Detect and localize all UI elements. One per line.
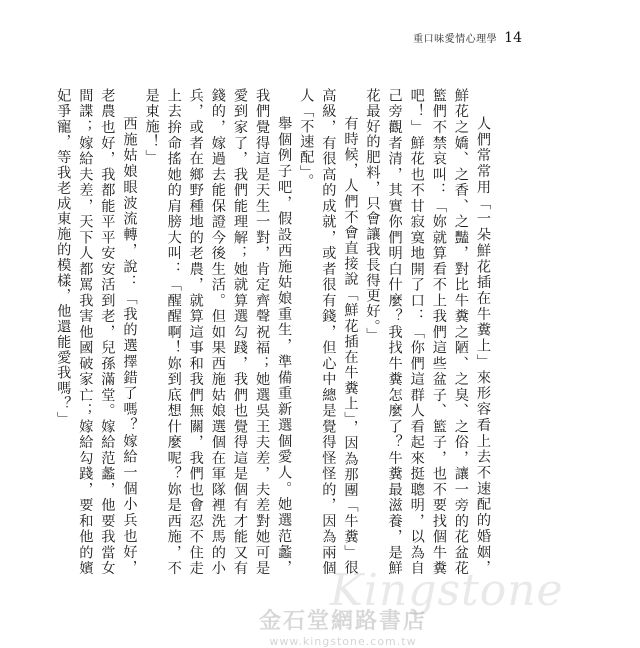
paragraph-1: 人們常常用「一朵鮮花插在牛糞上」來形容看上去不速配的婚姻，鮮花之嬌、之香、之豔，對比牛糞之陋、之臭、之俗，讓一旁的花盆花籃們不禁哀叫：「妳就算看不上我們這些盆子、籃子，也不要找個牛糞吧！」鮮花也不甘寂寞地開了口：「你們這群人看起來挺聰明，以為自己旁觀者清，其實你們明白什麼？我找牛糞怎麼了？牛糞最滋養，是鮮花最好的肥料，只會讓我長得更好。」 <box>364 88 491 576</box>
watermark-url: www.kingstone.com.tw <box>269 635 417 648</box>
page-header <box>413 30 522 46</box>
running-title: 重口味愛情心理學 <box>413 34 498 45</box>
page-number: 14 <box>504 30 522 46</box>
vertical-body-text <box>55 88 494 576</box>
paragraph-4: 西施姑娘眼波流轉，說：「我的選擇錯了嗎？嫁給一個小兵也好，老農也好，我都能平平安安活到老，兒孫滿堂。嫁給范蠡，他要我當女間諜；嫁給夫差，天下人都罵我害他國破家亡；嫁給勾踐，要和他的嬪妃爭寵，等我老成東施的模樣，他還能愛我嗎？」 <box>55 88 138 576</box>
paragraph-2: 有時候，人們不會直接說「鮮花插在牛糞上」，因為那團「牛糞」很高級，有很高的成就，或者很有錢，但心中總是覺得怪怪的，因為兩個人「不速配」。 <box>298 88 359 576</box>
paragraph-3: 舉個例子吧，假設西施姑娘重生，準備重新選個愛人。她選范蠡，我們覺得這是天生一對，肯定齊聲祝福；她選吳王夫差，夫差對她可是愛到家了，我們能理解；她就算選勾踐，我們也覺得這是個有才能又有錢的，嫁過去能保證今後生活。但如果西施姑娘選個在軍隊裡洗馬的小兵，或者在鄉野種地的老農，就算這事和我們無關，我們也會忍不住走上去拚命搖她的肩膀大叫：「醒醒啊！妳到底想什麼呢？妳是西施，不是東施！」 <box>143 88 293 576</box>
watermark-store-name: 金石堂網路書店 <box>258 608 427 634</box>
watermark-logo: Kingstone <box>330 565 564 616</box>
